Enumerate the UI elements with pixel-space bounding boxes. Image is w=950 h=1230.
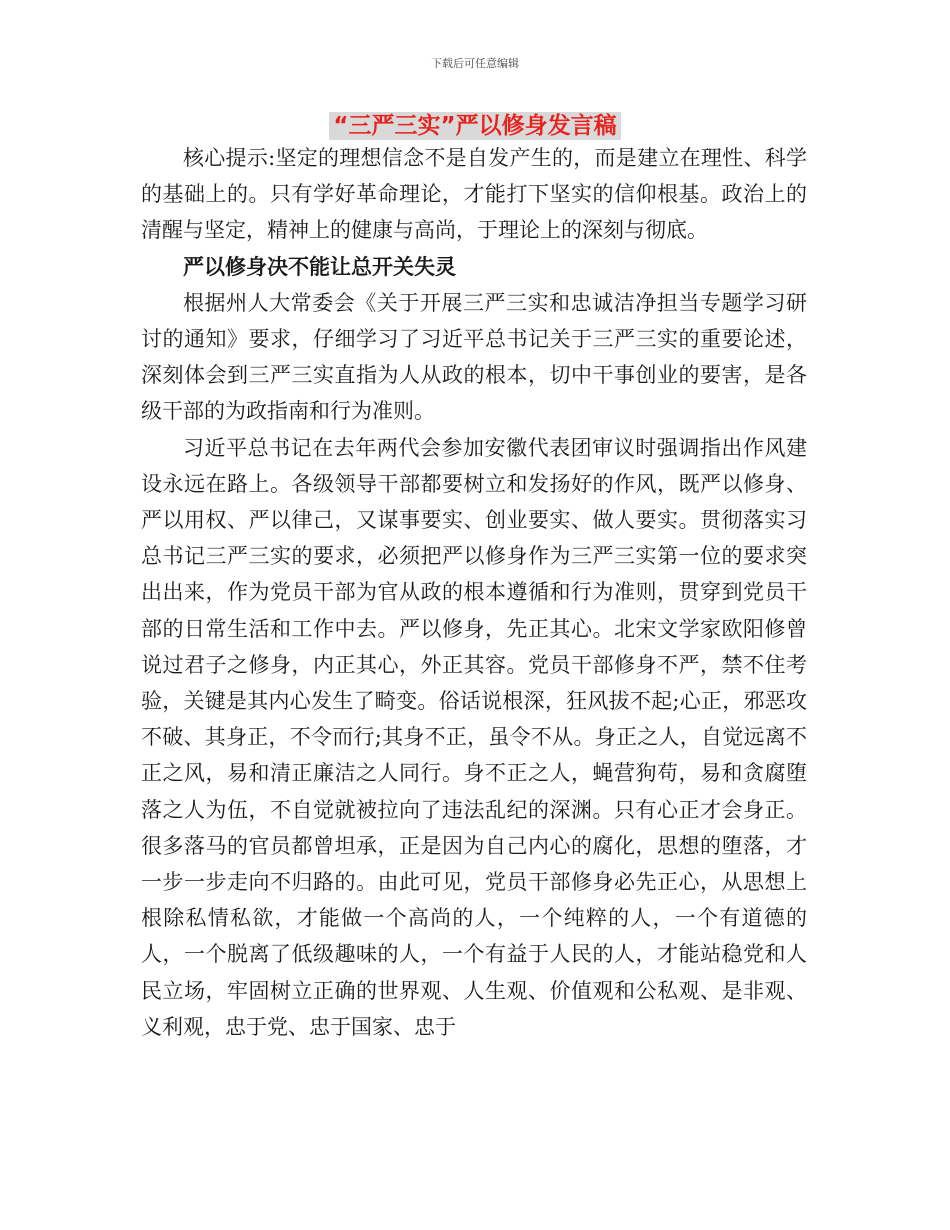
body-paragraph: 习近平总书记在去年两代会参加安徽代表团审议时强调指出作风建设永远在路上。各级领导干部都要树立和发扬好的作风，既严以修身、严以用权、严以律己，又谋事要实、创业要实、做人要实。贯彻落实习总书记三严三实的要求，必须把严以修身作为三严三实第一位的要求突出出来，作为党员干部为官从政的根本遵循和行为准则，贯穿到党员干部的日常生活和工作中去。严以修身，先正其心。北宋文学家欧阳修曾说过君子之修身，内正其心，外正其容。党员干部修身不严，禁不住考验，关键是其内心发生了畸变。俗话说根深，狂风拔不起;心正，邪恶攻不破、其身正，不令而行;其身不正，虽令不从。身正之人，自觉远离不正之风，易和清正廉洁之人同行。身不正之人，蝇营狗苟，易和贪腐堕落之人为伍，不自觉就被拉向了违法乱纪的深渊。只有心正才会身正。很多落马的官员都曾坦承，正是因为自己内心的腐化，思想的堕落，才一步一步走向不归路的。由此可见，党员干部修身必先正心，从思想上根除私情私欲，才能做一个高尚的人，一个纯粹的人，一个有道德的人，一个脱离了低级趣味的人，一个有益于人民的人，才能站稳党和人民立场，牢固树立正确的世界观、人生观、价值观和公私观、是非观、义利观，忠于党、忠于国家、忠于 bbox=[141, 435, 807, 1039]
summary-paragraph: 核心提示:坚定的理想信念不是自发产生的，而是建立在理性、科学的基础上的。只有学好革命理论，才能打下坚实的信仰根基。政治上的清醒与坚定，精神上的健康与高尚，于理论上的深刻与彻底。 bbox=[141, 146, 807, 243]
title-container bbox=[0, 112, 950, 140]
header-note: 下载后可任意编辑 bbox=[431, 57, 519, 70]
document-body bbox=[141, 140, 807, 1045]
body-paragraph: 根据州人大常委会《关于开展三严三实和忠诚洁净担当专题学习研讨的通知》要求，仔细学习了习近平总书记关于三严三实的重要论述，深刻体会到三严三实直指为人从政的根本，切中干事创业的要害，是各级干部的为政指南和行为准则。 bbox=[141, 290, 807, 424]
section-heading: 严以修身决不能让总开关失灵 bbox=[183, 254, 456, 279]
document-title: “三严三实”严以修身发言稿 bbox=[329, 112, 620, 140]
